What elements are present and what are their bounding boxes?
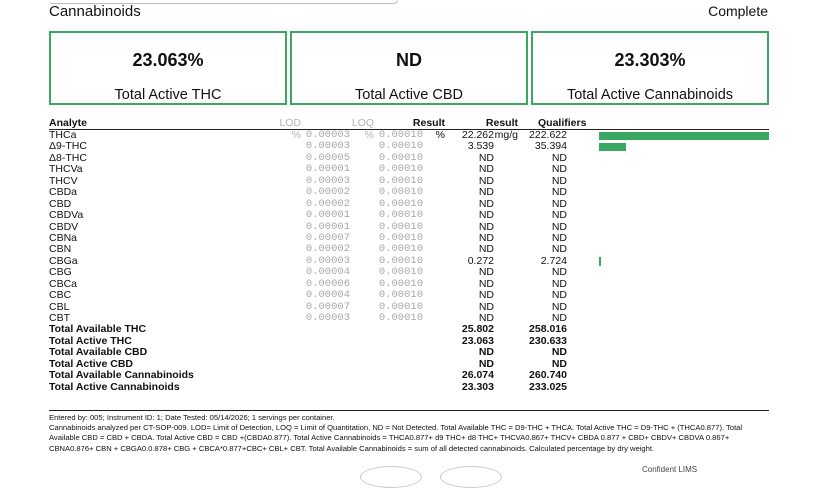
- summary-card-cbd: [290, 31, 528, 105]
- summary-card-thc: [49, 31, 287, 105]
- header-result-mg: Result mg/g: [485, 117, 518, 141]
- total-row: [49, 370, 769, 381]
- total-mg-value: 260.740: [529, 369, 567, 382]
- lod-value: 0.00003: [305, 174, 350, 187]
- lod-value: 0.00004: [305, 289, 350, 302]
- result-mg-value: 2.724: [540, 254, 567, 267]
- table-row: [49, 267, 769, 278]
- result-mg-value: ND: [551, 300, 567, 313]
- result-pct-value: ND: [478, 243, 494, 256]
- result-pct-value: ND: [478, 231, 494, 244]
- result-pct-value: ND: [478, 220, 494, 233]
- analyte-name: CBN: [49, 243, 72, 256]
- analyte-name: CBC: [49, 289, 72, 302]
- analyte-name: CBCa: [49, 277, 78, 290]
- analyte-name: THCVa: [49, 163, 83, 176]
- lod-value: 0.00006: [305, 277, 350, 290]
- lod-value: 0.00001: [305, 163, 350, 176]
- table-row: [49, 290, 769, 301]
- result-mg-value: ND: [551, 231, 567, 244]
- loq-value: 0.00010: [378, 266, 423, 279]
- result-mg-value: ND: [551, 197, 567, 210]
- total-pct-value: 23.303: [461, 380, 494, 393]
- summary-card-cannabinoids: [531, 31, 769, 105]
- result-pct-value: ND: [478, 186, 494, 199]
- result-mg-value: ND: [551, 220, 567, 233]
- loq-value: 0.00010: [378, 151, 423, 164]
- loq-value: 0.00010: [378, 174, 423, 187]
- header-qualifiers: Qualifiers: [538, 117, 587, 129]
- total-name: Total Available Cannabinoids: [49, 369, 194, 382]
- total-name: Total Active CBD: [49, 357, 134, 370]
- lod-value: 0.00005: [305, 151, 350, 164]
- result-mg-value: ND: [551, 174, 567, 187]
- result-pct-value: ND: [478, 300, 494, 313]
- total-row: [49, 382, 769, 393]
- lod-value: 0.00004: [305, 266, 350, 279]
- results-table: [49, 130, 769, 393]
- header-result-pct: Result %: [412, 117, 445, 141]
- summary-label: Total Active Cannabinoids: [566, 87, 734, 103]
- table-row: [49, 187, 769, 198]
- total-pct-value: ND: [478, 346, 494, 359]
- loq-value: 0.00010: [378, 300, 423, 313]
- total-pct-value: 25.802: [461, 323, 494, 336]
- result-pct-value: ND: [478, 163, 494, 176]
- result-pct-value: ND: [478, 174, 494, 187]
- analyte-name: CBD: [49, 197, 72, 210]
- summary-label: Total Active CBD: [355, 87, 463, 103]
- lod-value: 0.00007: [305, 300, 350, 313]
- result-mg-value: ND: [551, 266, 567, 279]
- loq-value: 0.00010: [378, 289, 423, 302]
- result-pct-value: 0.272: [467, 254, 494, 267]
- loq-value: 0.00010: [378, 186, 423, 199]
- result-bar: [599, 143, 626, 152]
- total-mg-value: ND: [551, 357, 567, 370]
- result-mg-value: 222.622: [529, 129, 567, 141]
- analyte-name: Δ8-THC: [49, 151, 87, 164]
- total-name: Total Active THC: [49, 334, 132, 347]
- result-pct-value: ND: [478, 312, 494, 324]
- signature-mark: [360, 466, 422, 488]
- notes: [49, 413, 769, 454]
- analyte-name: THCV: [49, 174, 78, 187]
- result-mg-value: ND: [551, 186, 567, 199]
- result-mg-value: ND: [551, 243, 567, 256]
- loq-value: 0.00010: [378, 209, 423, 222]
- loq-value: 0.00010: [378, 254, 423, 267]
- loq-value: 0.00010: [378, 140, 423, 153]
- header-analyte: Analyte: [49, 117, 87, 129]
- result-mg-value: 35.394: [534, 140, 567, 153]
- result-mg-value: ND: [551, 312, 567, 324]
- total-name: Total Available THC: [49, 323, 147, 336]
- total-name: Total Active Cannabinoids: [49, 380, 180, 393]
- result-pct-value: ND: [478, 289, 494, 302]
- result-bar: [599, 257, 601, 266]
- analyte-name: THCa: [49, 129, 77, 141]
- result-pct-value: ND: [478, 266, 494, 279]
- lod-value: 0.00001: [305, 209, 350, 222]
- total-pct-value: ND: [478, 357, 494, 370]
- lod-value: 0.00003: [305, 140, 350, 153]
- result-mg-value: ND: [551, 289, 567, 302]
- notes-line-entry: Entered by: 005; Instrument ID: 1; Date Tested: 05/14/2026; 1 servings per container.: [49, 413, 335, 422]
- total-row: [49, 347, 769, 358]
- summary-value: 23.063%: [132, 50, 204, 70]
- status-label: Complete: [708, 3, 768, 19]
- lod-value: 0.00002: [305, 243, 350, 256]
- header-loq: LOQ %: [351, 117, 374, 141]
- total-pct-value: 26.074: [461, 369, 494, 382]
- total-row: [49, 336, 769, 347]
- total-mg-value: 233.025: [529, 380, 567, 393]
- notes-line-method: Cannabinoids analyzed per CT-SOP-009. LOD= Limit of Detection, LOQ = Limit of Quantitation, ND = Not Detected. Total Available THC = D9-THC + THCA. Total Active THC = D9-THC + (THCA0.877). Total Available CBD = CBD + CBDA. Total Active CBD = CBD +(CBDA0.877). Total Active Cannabinoids = THCA0.877+ d9 THC+ d8 THC+ THCVA0.867+ THCV+ CBDA 0.877 + CBD+ CBDV+ CBDVA 0.867+ CBNA0.876+ CBN + CBGA0.0.878+ CBG + CBCA*0.877+CBC+ CBL+ CBT. Total Available Cannabinoids = sum of all detected cannabinoids. Calculated percentage by dry weight.: [49, 423, 743, 453]
- result-pct-value: ND: [478, 151, 494, 164]
- summary-label: Total Active THC: [114, 87, 222, 103]
- loq-value: 0.00010: [378, 129, 423, 141]
- total-mg-value: ND: [551, 346, 567, 359]
- loq-value: 0.00010: [378, 197, 423, 210]
- analyte-name: Δ9-THC: [49, 140, 87, 153]
- result-mg-value: ND: [551, 163, 567, 176]
- table-row: [49, 210, 769, 221]
- lod-value: 0.00003: [305, 129, 350, 141]
- loq-value: 0.00010: [378, 220, 423, 233]
- result-mg-value: ND: [551, 151, 567, 164]
- lod-value: 0.00003: [305, 254, 350, 267]
- total-mg-value: 258.016: [529, 323, 567, 336]
- total-pct-value: 23.063: [461, 334, 494, 347]
- loq-value: 0.00010: [378, 312, 423, 324]
- result-mg-value: ND: [551, 209, 567, 222]
- analyte-name: CBDa: [49, 186, 78, 199]
- total-name: Total Available CBD: [49, 346, 148, 359]
- summary-value: 23.303%: [614, 50, 686, 70]
- loq-value: 0.00010: [378, 231, 423, 244]
- loq-value: 0.00010: [378, 243, 423, 256]
- lod-value: 0.00002: [305, 197, 350, 210]
- result-pct-value: 3.539: [467, 140, 494, 153]
- summary-value: ND: [396, 50, 422, 70]
- analyte-name: CBGa: [49, 254, 78, 267]
- analyte-name: CBG: [49, 266, 72, 279]
- table-row: [49, 313, 769, 324]
- result-pct-value: ND: [478, 209, 494, 222]
- analyte-name: CBDV: [49, 220, 79, 233]
- analyte-name: CBL: [49, 300, 70, 313]
- lod-value: 0.00002: [305, 186, 350, 199]
- result-pct-value: ND: [478, 277, 494, 290]
- loq-value: 0.00010: [378, 277, 423, 290]
- total-row: [49, 324, 769, 335]
- result-pct-value: 22.262: [461, 129, 494, 141]
- footer-brand: Confident LIMS: [642, 465, 698, 474]
- analyte-name: CBT: [49, 312, 70, 324]
- total-mg-value: 230.633: [529, 334, 567, 347]
- header-lod: LOD %: [279, 117, 301, 141]
- result-pct-value: ND: [478, 197, 494, 210]
- result-bar: [599, 132, 769, 141]
- section-title: Cannabinoids: [49, 3, 141, 20]
- signature-mark: [440, 466, 502, 488]
- result-mg-value: ND: [551, 277, 567, 290]
- lod-value: 0.00001: [305, 220, 350, 233]
- analyte-name: CBDVa: [49, 209, 84, 222]
- analyte-name: CBNa: [49, 231, 78, 244]
- notes-divider: [49, 410, 769, 411]
- lod-value: 0.00007: [305, 231, 350, 244]
- loq-value: 0.00010: [378, 163, 423, 176]
- lod-value: 0.00003: [305, 312, 350, 324]
